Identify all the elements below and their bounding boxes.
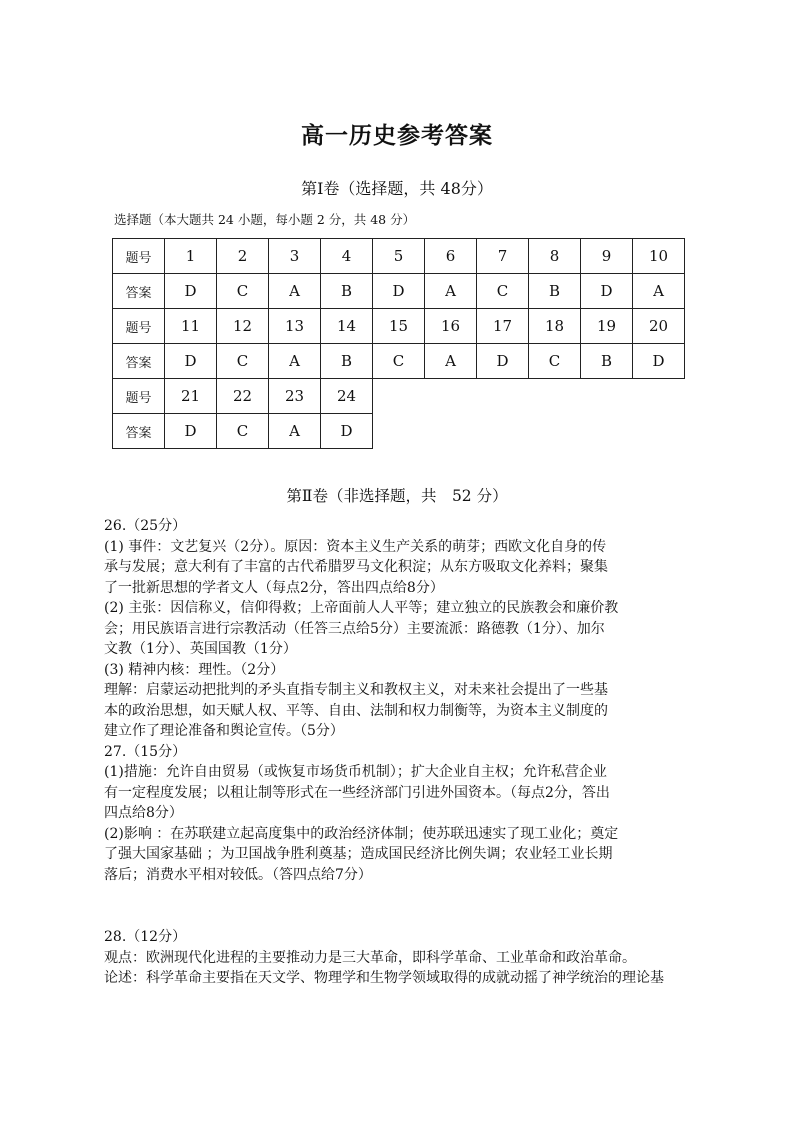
answer-line: (3) 精神内核：理性。（2分） <box>104 661 285 678</box>
answer-cell: D <box>165 344 217 379</box>
question-number: 8 <box>529 239 581 274</box>
question-number: 17 <box>477 309 529 344</box>
answer-cell: C <box>529 344 581 379</box>
question-number: 16 <box>425 309 477 344</box>
answer-cell: A <box>269 414 321 449</box>
answer-row <box>113 414 685 449</box>
answer-cell: D <box>633 344 685 379</box>
answer-row-label: 答案 <box>113 414 165 449</box>
answer-cell: D <box>373 274 425 309</box>
answer-line: 建立作了理论准备和舆论宣传。（5分） <box>104 723 344 739</box>
question-number: 12 <box>217 309 269 344</box>
answer-cell: A <box>425 274 477 309</box>
answer-cell: C <box>217 274 269 309</box>
question-row <box>113 379 685 414</box>
answer-line: 26.（25分） <box>104 518 187 534</box>
answer-cell: A <box>633 274 685 309</box>
answer-row <box>113 274 685 309</box>
answer-row-label: 答案 <box>113 274 165 309</box>
answer-cell: A <box>425 344 477 379</box>
question-number: 14 <box>321 309 373 344</box>
question-row-label: 题号 <box>113 239 165 274</box>
question-number: 18 <box>529 309 581 344</box>
question-number: 22 <box>217 379 269 414</box>
question-number: 6 <box>425 239 477 274</box>
answer-cell: D <box>165 414 217 449</box>
question-number: 5 <box>373 239 425 274</box>
answer-line: 承与发展；意大利有了丰富的古代希腊罗马文化积淀；从东方吸取文化养料；聚集 <box>104 559 608 575</box>
answer-line: 四点给8分） <box>104 805 183 821</box>
answer-cell: D <box>477 344 529 379</box>
question-number: 4 <box>321 239 373 274</box>
question-number: 15 <box>373 309 425 344</box>
answer-line: 文教（1分）、英国国教（1分） <box>104 641 297 657</box>
answer-cell: C <box>373 344 425 379</box>
question-number: 24 <box>321 379 373 414</box>
answer-line: 了强大国家基础 ；为卫国战争胜利奠基；造成国民经济比例失调；农业轻工业长期 <box>104 846 613 862</box>
section1-heading: 第Ⅰ卷（选择题，共 48分） <box>301 179 493 198</box>
question-number: 2 <box>217 239 269 274</box>
question-number: 11 <box>165 309 217 344</box>
answer-cell: B <box>581 344 633 379</box>
answer-line: 了一批新思想的学者文人（每点2分，答出四点给8分） <box>104 579 444 596</box>
section1-note: 选择题（本大题共 24 小题，每小题 2 分，共 48 分） <box>114 212 416 227</box>
answer-table <box>112 238 685 449</box>
answer-cell: D <box>581 274 633 309</box>
answer-line: 有一定程度发展；以租让制等形式在一些经济部门引进外国资本。（每点2分，答出 <box>104 784 610 801</box>
answer-line: 理解：启蒙运动把批判的矛头直指专制主义和教权主义，对未来社会提出了一些基 <box>104 682 608 698</box>
question-number: 21 <box>165 379 217 414</box>
question-row-label: 题号 <box>113 309 165 344</box>
section2-heading: 第Ⅱ卷（非选择题，共 52 分） <box>286 487 508 505</box>
answer-cell: B <box>321 344 373 379</box>
answer-line: 本的政治思想，如天赋人权、平等、自由、法制和权力制衡等，为资本主义制度的 <box>104 702 608 719</box>
answer-cell: D <box>321 414 373 449</box>
answer-cell: C <box>217 344 269 379</box>
answer-line: (2) 主张：因信称义，信仰得救；上帝面前人人平等；建立独立的民族教会和廉价教 <box>104 600 619 616</box>
question-number: 7 <box>477 239 529 274</box>
question-number: 3 <box>269 239 321 274</box>
answer-line: 会；用民族语言进行宗教活动（任答三点给5分）主要流派：路德教（1分）、加尔 <box>104 620 605 637</box>
question-number: 23 <box>269 379 321 414</box>
answer-line: (2)影响 ：在苏联建立起高度集中的政治经济体制；使苏联迅速实了现工业化；奠定 <box>104 825 619 842</box>
answer-line: 28.（12分） <box>104 929 187 945</box>
question-number: 10 <box>633 239 685 274</box>
answer-cell: B <box>529 274 581 309</box>
answer-line: (1) 事件：文艺复兴（2分）。原因：资本主义生产关系的萌芽；西欧文化自身的传 <box>104 538 607 555</box>
answer-cell: D <box>165 274 217 309</box>
page-title: 高一历史参考答案 <box>301 122 493 149</box>
answer-line: (1)措施：允许自由贸易（或恢复市场货币机制）；扩大企业自主权；允许私营企业 <box>104 764 607 780</box>
answer-cell: C <box>217 414 269 449</box>
answer-cell: C <box>477 274 529 309</box>
question-row <box>113 309 685 344</box>
question-row <box>113 239 685 274</box>
answer-line: 观点：欧洲现代化进程的主要推动力是三大革命，即科学革命、工业革命和政治革命。 <box>104 949 636 966</box>
question-number: 9 <box>581 239 633 274</box>
answer-row-label: 答案 <box>113 344 165 379</box>
question-number: 1 <box>165 239 217 274</box>
answer-line: 落后；消费水平相对较低。（答四点给7分） <box>104 866 372 883</box>
answer-cell: B <box>321 274 373 309</box>
answer-cell: A <box>269 344 321 379</box>
section2-body <box>104 516 694 989</box>
answer-row <box>113 344 685 379</box>
question-number: 20 <box>633 309 685 344</box>
question-number: 13 <box>269 309 321 344</box>
answer-line: 论述：科学革命主要指在天文学、物理学和生物学领域取得的成就动摇了神学统治的理论基 <box>104 970 664 986</box>
answer-cell: A <box>269 274 321 309</box>
question-row-label: 题号 <box>113 379 165 414</box>
answer-line: 27.（15分） <box>104 743 187 760</box>
question-number: 19 <box>581 309 633 344</box>
